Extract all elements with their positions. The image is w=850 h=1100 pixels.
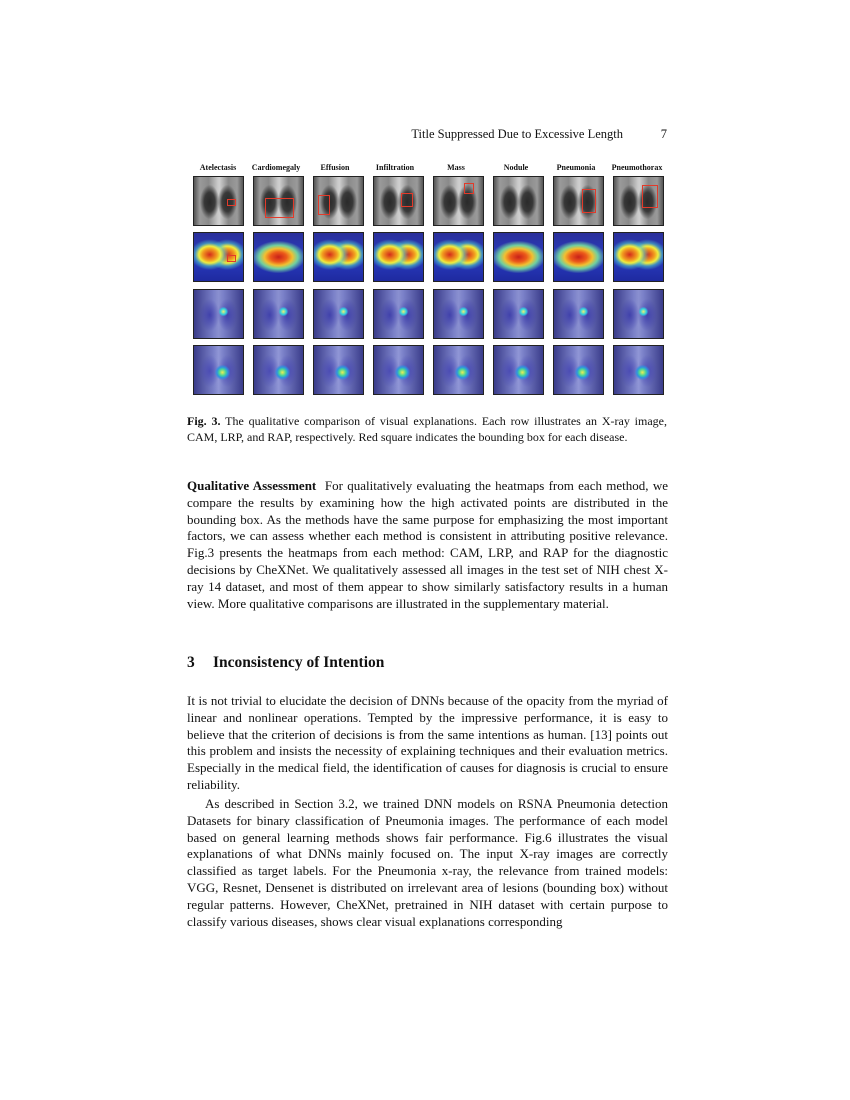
- column-label-mass: Mass: [447, 163, 465, 172]
- qualitative-assessment-text: For qualitatively evaluating the heatmaps from each method, we compare the results by examining how the high activated points are distributed in the bounding box. As the methods have the same purpose for emphasizing the most important factors, we can assess whether each method is consistent in attributing positive relevance. Fig.3 presents the heatmaps from each method: CAM, LRP, and RAP for the diagnostic decisions by CheXNet. We qualitatively assessed all images in the test set of NIH chest X-ray 14 dataset, and most of them appear to show similarly satisfactory results in a human view. More qualitative comparisons are illustrated in the supplementary material.: [187, 478, 668, 611]
- column-label-nodule: Nodule: [503, 163, 529, 172]
- bounding-box: [265, 198, 294, 218]
- figure-caption-text: The qualitative comparison of visual explanations. Each row illustrates an X-ray image, CAM, LRP, and RAP, respectively. Red square indicates the bounding box for each disease.: [187, 414, 667, 444]
- figure-caption: [187, 414, 667, 445]
- bounding-box: [401, 193, 413, 207]
- qualitative-assessment-heading: Qualitative Assessment: [187, 478, 317, 493]
- lrp-nodule: [493, 289, 544, 339]
- xray-pneumonia: [553, 176, 604, 226]
- bounding-box: [227, 199, 236, 206]
- cam-nodule: [493, 232, 544, 282]
- bounding-box: [464, 183, 474, 194]
- xray-cardiomegaly: [253, 176, 304, 226]
- xray-effusion: [313, 176, 364, 226]
- cam-pneumonia: [553, 232, 604, 282]
- xray-pneumothorax: [613, 176, 664, 226]
- figure-3: [193, 163, 663, 397]
- column-label-pneumonia: Pneumonia: [556, 163, 596, 172]
- lrp-atelectasis: [193, 289, 244, 339]
- bounding-box: [582, 189, 596, 213]
- lrp-effusion: [313, 289, 364, 339]
- section-title: Inconsistency of Intention: [213, 654, 385, 671]
- xray-infiltration: [373, 176, 424, 226]
- section-paragraph-2: As described in Section 3.2, we trained DNN models on RSNA Pneumonia detection Datasets for binary classification of Pneumonia images. The performance of each model based on general learning methods shows fair performance. Fig.6 illustrates the visual explanations of what DNNs mainly focused on. The input X-ray images are correctly classified as target labels. For the Pneumonia x-ray, the relevance from trained models: VGG, Resnet, Densenet is distributed on irrelevant area of lesions (bounding box) without regular patterns. However, CheXNet, pretrained in NIH dataset with certain purpose to classify various diseases, shows clear visual explanations corresponding: [187, 796, 668, 929]
- lrp-pneumothorax: [613, 289, 664, 339]
- running-title: Title Suppressed Due to Excessive Length: [411, 127, 623, 141]
- cam-effusion: [313, 232, 364, 282]
- bounding-box: [642, 185, 658, 208]
- cam-atelectasis: [193, 232, 244, 282]
- rap-nodule: [493, 345, 544, 395]
- column-label-atelectasis: Atelectasis: [199, 163, 237, 172]
- bounding-box: [227, 255, 236, 262]
- column-label-pneumothorax: Pneumothorax: [611, 163, 663, 172]
- cam-infiltration: [373, 232, 424, 282]
- qualitative-assessment-paragraph: [187, 478, 668, 612]
- running-header: [187, 127, 667, 143]
- rap-pneumonia: [553, 345, 604, 395]
- rap-infiltration: [373, 345, 424, 395]
- section-paragraph-1: It is not trivial to elucidate the decision of DNNs because of the opacity from the myriad of linear and nonlinear operations. Tempted by the impressive performance, it is easy to believe that the criterion of decisions is from the same intentions as human. [13] points out this problem and insists the necessity of explaining techniques and their evaluation metrics. Especially in the medical field, the identification of causes for diagnosis is crucial to ensure reliability.: [187, 693, 668, 792]
- section-number: 3: [187, 654, 195, 671]
- lrp-infiltration: [373, 289, 424, 339]
- rap-cardiomegaly: [253, 345, 304, 395]
- column-label-effusion: Effusion: [320, 163, 350, 172]
- lrp-pneumonia: [553, 289, 604, 339]
- bounding-box: [318, 195, 330, 215]
- lrp-cardiomegaly: [253, 289, 304, 339]
- cam-cardiomegaly: [253, 232, 304, 282]
- xray-atelectasis: [193, 176, 244, 226]
- cam-pneumothorax: [613, 232, 664, 282]
- figure-column-labels: [193, 163, 663, 175]
- rap-effusion: [313, 345, 364, 395]
- rap-atelectasis: [193, 345, 244, 395]
- page-number: 7: [660, 127, 667, 141]
- figure-label: Fig. 3.: [187, 414, 221, 428]
- cam-mass: [433, 232, 484, 282]
- lrp-mass: [433, 289, 484, 339]
- section-heading: [187, 654, 384, 672]
- xray-nodule: [493, 176, 544, 226]
- xray-mass: [433, 176, 484, 226]
- rap-pneumothorax: [613, 345, 664, 395]
- column-label-cardiomegaly: Cardiomegaly: [251, 163, 301, 172]
- rap-mass: [433, 345, 484, 395]
- column-label-infiltration: Infiltration: [375, 163, 415, 172]
